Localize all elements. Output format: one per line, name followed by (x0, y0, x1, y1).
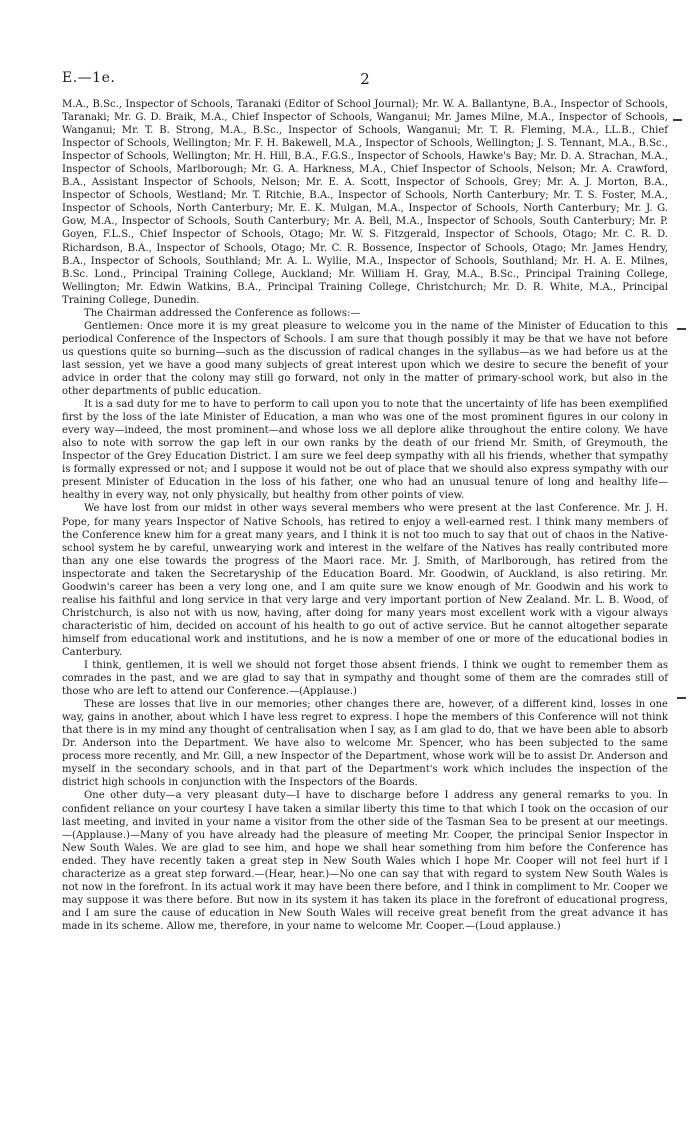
page-number: 2 (360, 70, 370, 88)
paragraph-chairman-intro: The Chairman addressed the Conference as follows:— (84, 307, 361, 319)
report-reference: E.—1e. (62, 70, 116, 86)
paragraph-welcome: Gentlemen: Once more it is my great pleasure to welcome you in the name of the Minister of Education to this periodical Conference of the Inspectors of Schools. I am sure that though possibly it may be that we have not before us questions quite so burning—such as the discussion of radical changes in the syllabus—as we had before us at the last session, yet we have a good many subjects of great interest upon which we desire to secure the benefit of your advice in order that the colony may still go forward, not only in the matter of primary-school work, but also in the other departments of public education. (62, 320, 668, 398)
paragraph-attendee-list: M.A., B.Sc., Inspector of Schools, Taranaki (Editor of School Journal); Mr. W. A. Ballantyne, B.A., Inspector of Schools, Taranaki; Mr. G. D. Braik, M.A., Chief Inspector of Schools, Wanganui; Mr. James Milne, M.A., Inspector of Schools, Wanganui; Mr. T. B. Strong, M.A., B.Sc., Inspector of Schools, Wanganui; Mr. T. R. Fleming, M.A., LL.B., Chief Inspector of Schools, Wellington; Mr. F. H. Bakewell, M.A., Inspector of Schools, Wellington; J. S. Tennant, M.A., B.Sc., Inspector of Schools, Wellington; Mr. H. Hill, B.A., F.G.S., Inspector of Schools, Hawke's Bay; Mr. D. A. Strachan, M.A., Inspector of Schools, Marlborough; Mr. G. A. Harkness, M.A., Chief Inspector of Schools, Nelson; Mr. A. Crawford, B.A., Assistant Inspector of Schools, Nelson; Mr. E. A. Scott, Inspector of Schools, Grey; Mr. A. J. Morton, B.A., Inspector of Schools, Westland; Mr. T. Ritchie, B.A., Inspector of Schools, North Canterbury; Mr. T. S. Foster, M.A., Inspector of Schools, North Canterbury; Mr. E. K. Mulgan, M.A., Inspector of Schools, North Canterbury; Mr. J. G. Gow, M.A., Inspector of Schools, South Canterbury; Mr. A. Bell, M.A., Inspector of Schools, South Canterbury; Mr. P. Goyen, F.L.S., Chief Inspector of Schools, Otago; Mr. W. S. Fitzgerald, Inspector of Schools, Otago; Mr. C. R. D. Richardson, B.A., Inspector of Schools, Otago; Mr. C. R. Bossence, Inspector of Schools, Otago; Mr. James Hendry, B.A., Inspector of Schools, Southland; Mr. A. L. Wyllie, M.A., Inspector of Schools, Southland; Mr. H. A. E. Milnes, B.Sc. Lond., Principal Training College, Auckland; Mr. William H. Gray, M.A., B.Sc., Principal Training College, Wellington; Mr. Edwin Watkins, B.A., Principal Training College, Christchurch; Mr. D. R. White, M.A., Principal Training College, Dunedin. (62, 99, 668, 306)
paragraph-retirements: We have lost from our midst in other ways several members who were present at the last Conference. Mr. J. H. Pope, for many years Inspector of Native Schools, has retired to enjoy a well-earned rest. I think many members of the Conference knew him for a great many years, and I think it is not too much to say that out of chaos in the Native-school system he by careful, unwearying work and interest in the welfare of the Natives has really contributed more than any one else towards the progress of the Maori race. Mr. J. Smith, of Marlborough, has retired from the inspectorate and taken the Secretaryship of the Education Board. Mr. Goodwin, of Auckland, is also retiring. Mr. Goodwin's career has been a very long one, and I am quite sure we know enough of Mr. Goodwin and his work to realise his faithful and long service in that very large and very important portion of New Zealand. Mr. L. B. Wood, of Christchurch, is also not with us now, having, after doing for many years most excellent work with a vigour always characteristic of him, decided on account of his health to go out of active service. But he cannot altogether separate himself from educational work and institutions, and he is now a member of one or more of the educational bodies in Canterbury. (62, 503, 668, 658)
page-header (62, 70, 668, 92)
margin-mark (673, 119, 682, 121)
paragraph-losses: It is a sad duty for me to have to perform to call upon you to note that the uncertainty of life has been exemplified first by the loss of the late Minister of Education, a man who was one of the most prominent figures in our colony in every way—indeed, the most prominent—and whose loss we all deplore alike throughout the entire colony. We have also to note with sorrow the gap left in our own ranks by the death of our friend Mr. Smith, of Greymouth, the Inspector of the Grey Education District. I am sure we feel deep sympathy with all his friends, whether that sympathy is formally expressed or not; and I suppose it would not be out of place that we should also express sympathy with our present Minister of Education in the loss of his father, one who had an unusual tenure of long and healthy life—healthy in every way, not only physically, but healthy from other points of view. (62, 399, 668, 502)
paragraph-visitor-welcome: One other duty—a very pleasant duty—I have to discharge before I address any general remarks to you. In confident reliance on your courtesy I have taken a similar liberty this time to that which I took on the occasion of our last meeting, and invited in your name a visitor from the other side of the Tasman Sea to be present at our meetings.—(Applause.)—Many of you have already had the pleasure of meeting Mr. Cooper, the principal Senior Inspector in New South Wales. We are glad to see him, and hope we shall hear something from him before the Conference has ended. They have recently taken a great step in New South Wales which I hope Mr. Cooper will not feel hurt if I characterize as a great step forward.—(Hear, hear.)—No one can say that with regard to system New South Wales is not now in the forefront. In its actual work it may have been there before, and I think in compliment to Mr. Cooper we may suppose it was there before. But now in its system it has taken its place in the forefront of educational progress, and I am sure the cause of education in New South Wales will receive great benefit from the great advance it has made in its scheme. Allow me, therefore, in your name to welcome Mr. Cooper.—(Loud applause.) (62, 790, 668, 932)
body-text (62, 98, 668, 933)
margin-mark (677, 328, 686, 330)
document-page (62, 70, 668, 933)
margin-mark (677, 697, 686, 699)
paragraph-changes: These are losses that live in our memories; other changes there are, however, of a different kind, losses in one way, gains in another, about which I have less regret to express. I hope the members of this Conference will not think that there is in my mind any thought of centralisation when I say, as I am glad to do, that we have been able to absorb Dr. Anderson into the Department. We have also to welcome Mr. Spencer, who has been subjected to the same process more recently, and Mr. Gill, a new Inspector of the Department, whose work will be to assist Dr. Anderson and myself in the secondary schools, and in that part of the Department's work which includes the inspection of the district high schools in conjunction with the Inspectors of the Boards. (62, 699, 668, 789)
paragraph-absent-friends: I think, gentlemen, it is well we should not forget those absent friends. I think we ought to remember them as comrades in the past, and we are glad to say that in sympathy and thought some of them are the comrades still of those who are left to attend our Conference.—(Applause.) (62, 660, 668, 698)
